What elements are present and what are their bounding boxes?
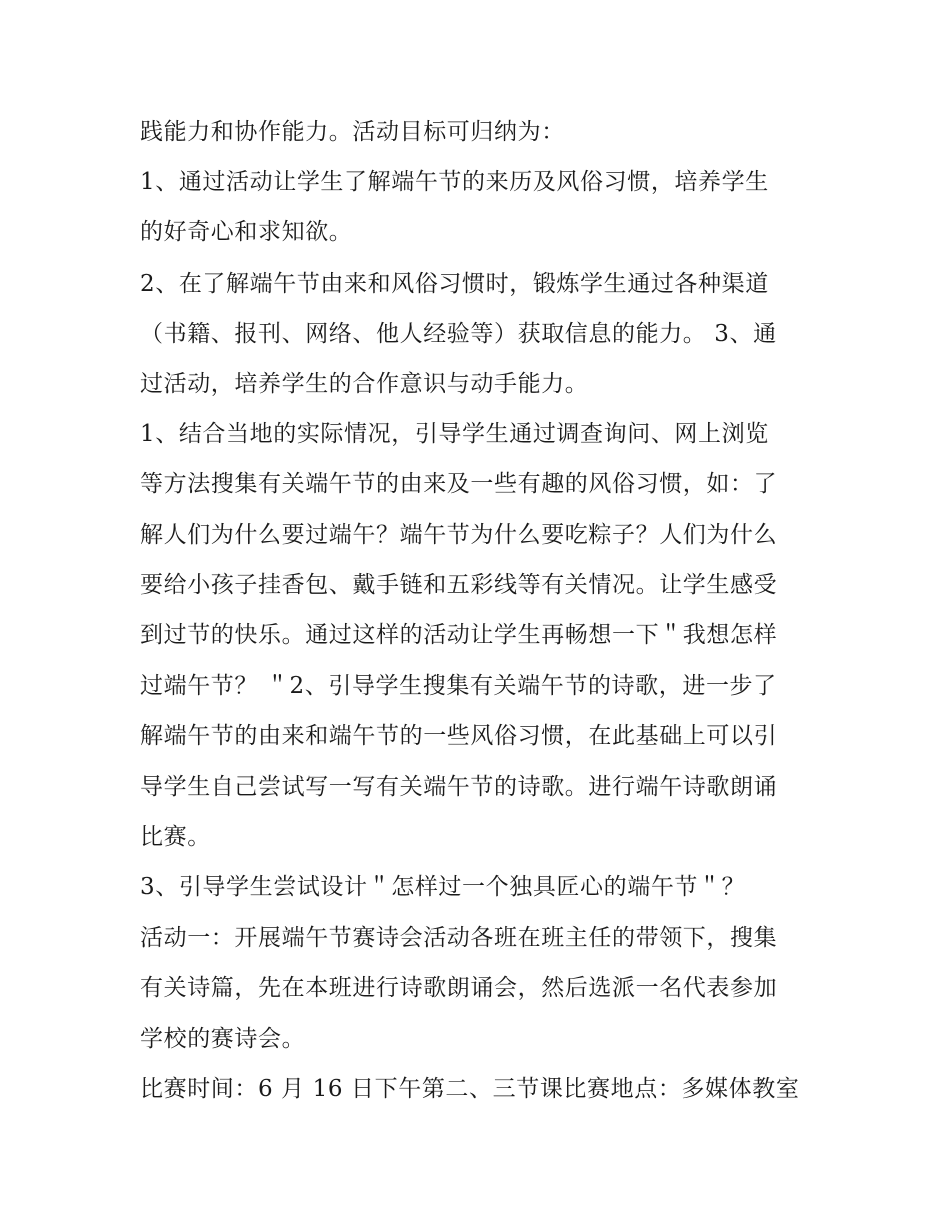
text-line: 1、结合当地的实际情况，引导学生通过调查询问、网上浏览 xyxy=(140,421,769,447)
text-line: 比赛时间：6 月 16 日下午第二、三节课比赛地点：多媒体教室 xyxy=(140,1076,800,1102)
text-line: 学校的赛诗会。 xyxy=(140,1026,306,1052)
text-line: 3、引导学生尝试设计＂怎样过一个独具匠心的端午节＂？ xyxy=(140,874,746,900)
text-line: 践能力和协作能力。活动目标可归纳为： xyxy=(140,119,565,145)
text-line: 过活动，培养学生的合作意识与动手能力。 xyxy=(140,371,589,397)
text-line: 有关诗篇，先在本班进行诗歌朗诵会，然后选派一名代表参加 xyxy=(140,975,778,1001)
text-line: 导学生自己尝试写一写有关端午节的诗歌。进行端午诗歌朗诵 xyxy=(140,774,778,800)
text-line: 解人们为什么要过端午？端午节为什么要吃粽子？人们为什么 xyxy=(140,522,778,548)
text-line: 比赛。 xyxy=(140,824,211,850)
text-line: 过端午节？ ＂2、引导学生搜集有关端午节的诗歌，进一步了 xyxy=(140,673,777,699)
text-line: 解端午节的由来和端午节的一些风俗习惯，在此基础上可以引 xyxy=(140,723,778,749)
text-line: 的好奇心和求知欲。 xyxy=(140,219,353,245)
text-line: （书籍、报刊、网络、他人经验等）获取信息的能力。 3、通 xyxy=(140,321,777,347)
text-line: 到过节的快乐。通过这样的活动让学生再畅想一下＂我想怎样 xyxy=(140,622,778,648)
text-line: 1、通过活动让学生了解端午节的来历及风俗习惯，培养学生 xyxy=(140,169,769,195)
text-line: 要给小孩子挂香包、戴手链和五彩线等有关情况。让学生感受 xyxy=(140,572,778,598)
text-line: 2、在了解端午节由来和风俗习惯时，锻炼学生通过各种渠道 xyxy=(140,271,769,297)
text-line: 等方法搜集有关端午节的由来及一些有趣的风俗习惯，如：了 xyxy=(140,471,778,497)
text-line: 活动一：开展端午节赛诗会活动各班在班主任的带领下，搜集 xyxy=(140,925,778,951)
